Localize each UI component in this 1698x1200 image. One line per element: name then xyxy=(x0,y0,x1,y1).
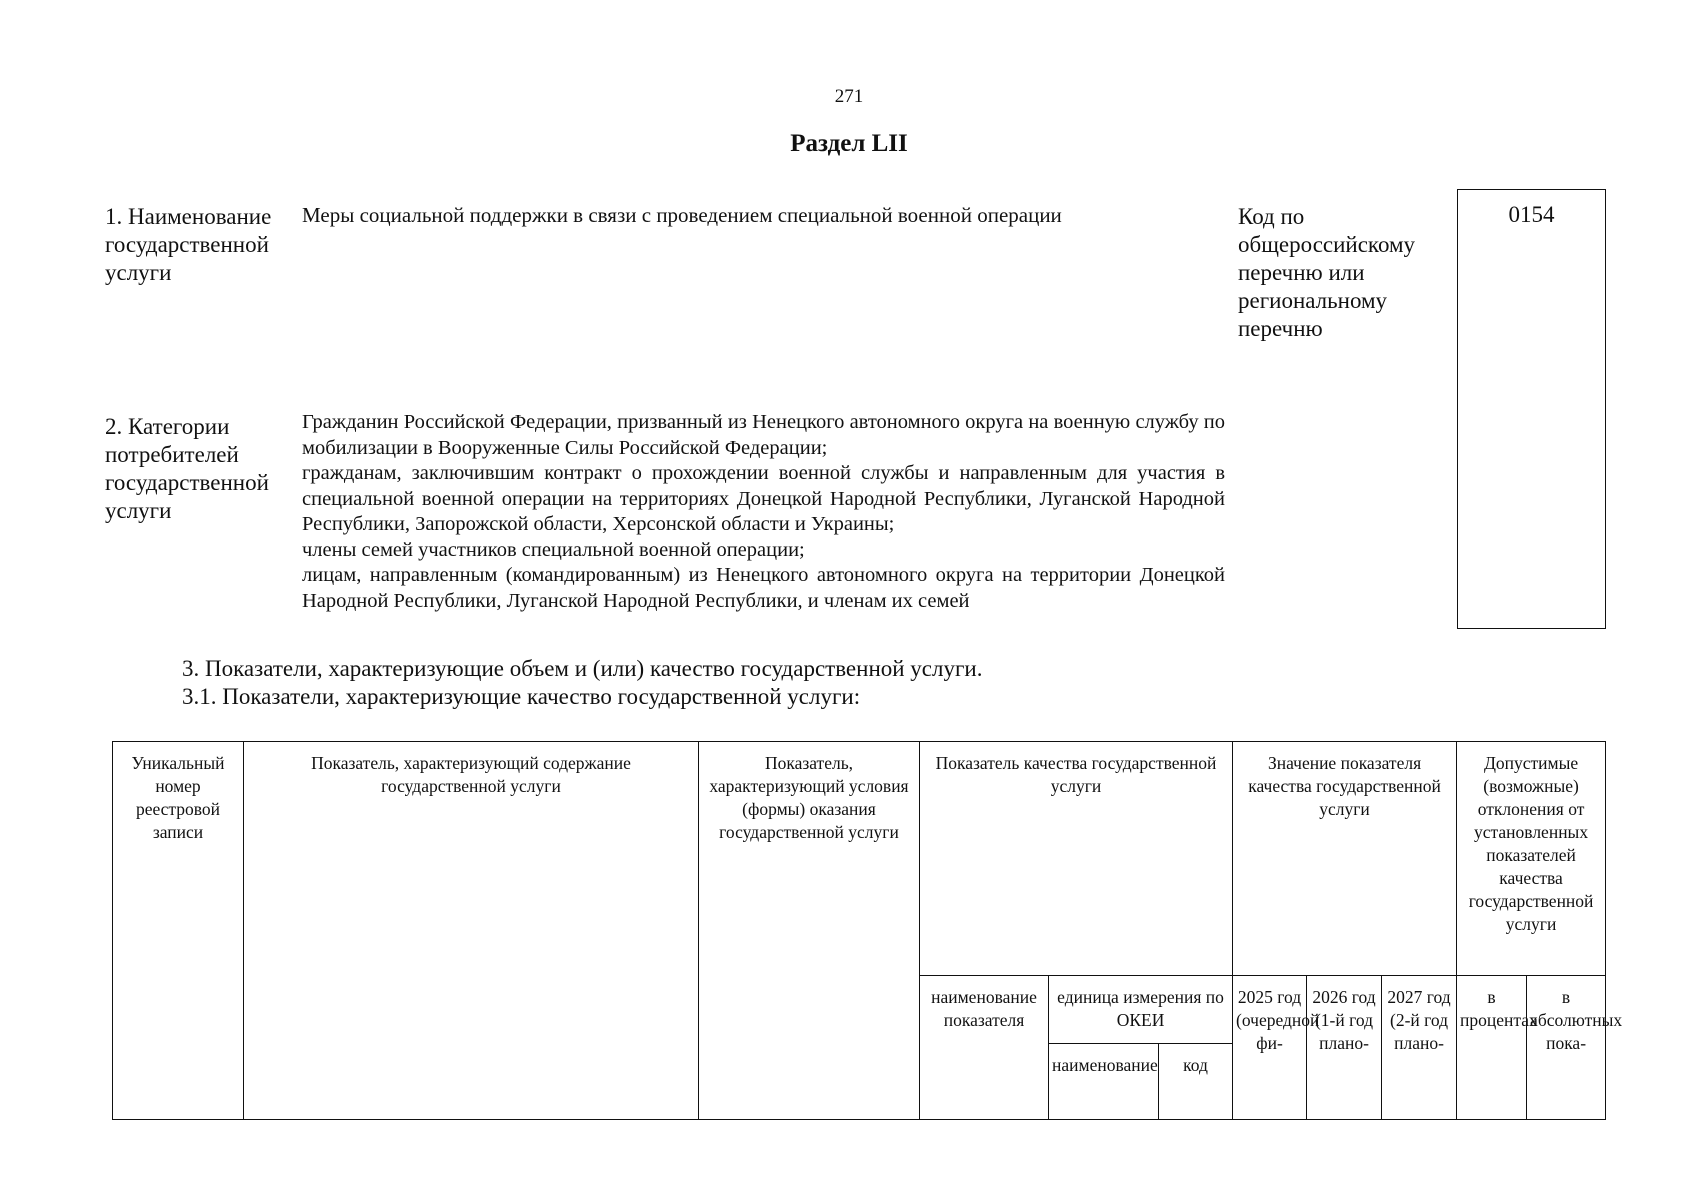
consumer-categories-text xyxy=(302,410,1225,614)
consumer-categories-label: 2. Категории потребителей государственной услуги xyxy=(105,414,269,523)
header-deviation-percent: в процентах xyxy=(1457,976,1527,1120)
registry-code-label: Код по общероссийскому перечню или региональному перечню xyxy=(1238,204,1416,341)
category-paragraph: гражданам, заключившим контракт о прохождении военной службы и направленным для участия в специальной военной операции на территориях Донецкой Народной Республики, Луганской Народной Республики, Запорожской области, Херсонской области и Украины; xyxy=(302,462,1225,535)
header-allowed-deviation: Допустимые (возможные) отклонения от установленных показателей качества государственной услуги xyxy=(1457,742,1606,976)
page-number: 271 xyxy=(834,86,864,107)
section-title: Раздел LII xyxy=(790,130,908,157)
quality-indicators-table xyxy=(112,741,1623,1120)
section-3-heading: 3. Показатели, характеризующие объем и (или) качество государственной услуги. xyxy=(182,656,983,681)
registry-code-box xyxy=(1457,189,1606,629)
header-year-2026: 2026 год (1-й год плано- xyxy=(1307,976,1382,1120)
header-deviation-absolute: в абсолютных пока- xyxy=(1527,976,1606,1120)
category-paragraph: члены семей участников специальной военной операции; xyxy=(302,538,805,561)
service-name-value: Меры социальной поддержки в связи с проведением специальной военной операции xyxy=(302,203,1062,227)
registry-code-value: 0154 xyxy=(1508,202,1555,227)
header-indicator-value: Значение показателя качества государственной услуги xyxy=(1233,742,1457,976)
header-unit-name: наименование xyxy=(1049,1044,1159,1120)
header-unit-code: код xyxy=(1159,1044,1233,1120)
header-service-conditions: Показатель, характеризующий условия (формы) оказания государственной услуги xyxy=(699,742,920,1120)
category-paragraph: Гражданин Российской Федерации, призванный из Ненецкого автономного округа на военную службу по мобилизации в Вооруженные Силы Российской Федерации; xyxy=(302,411,1225,459)
header-okei-unit: единица измерения по ОКЕИ xyxy=(1049,976,1233,1044)
category-paragraph: лицам, направленным (командированным) из Ненецкого автономного округа на территории Донецкой Народной Республики, Луганской Народной Республики, и членам их семей xyxy=(302,564,1225,612)
header-year-2025: 2025 год (очередной фи- xyxy=(1233,976,1307,1120)
service-name-label: 1. Наименование государственной услуги xyxy=(105,204,272,285)
header-quality-indicator: Показатель качества государственной услуги xyxy=(920,742,1233,976)
header-service-content: Показатель, характеризующий содержание государственной услуги xyxy=(244,742,699,1120)
header-indicator-name: наименование показателя xyxy=(920,976,1049,1120)
header-year-2027: 2027 год (2-й год плано- xyxy=(1382,976,1457,1120)
section-3-1-heading: 3.1. Показатели, характеризующие качество государственной услуги: xyxy=(182,684,861,709)
header-unique-number: Уникальный номер реестровой записи xyxy=(113,742,244,1120)
